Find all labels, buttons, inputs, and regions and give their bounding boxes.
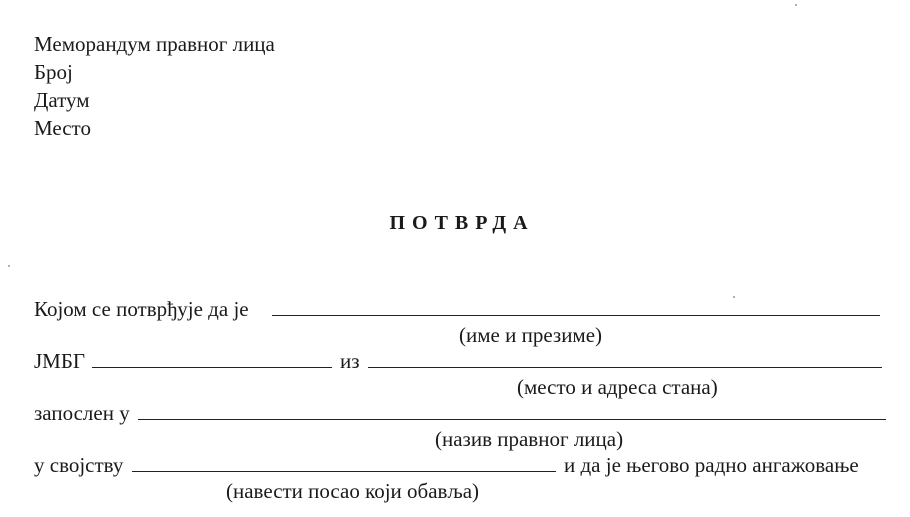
date-label: Датум <box>34 88 90 112</box>
number-label: Број <box>34 60 73 84</box>
jmbg-field-line[interactable] <box>92 367 332 368</box>
company-name-caption: (назив правног лица) <box>435 427 624 451</box>
from-label: из <box>340 349 360 373</box>
jmbg-label: ЈМБГ <box>34 349 86 373</box>
letterhead-block <box>34 30 275 142</box>
job-title-caption: (навести посао који обавља) <box>226 479 480 503</box>
scan-speck <box>733 296 735 298</box>
job-title-field-line[interactable] <box>132 471 556 472</box>
full-name-field-line[interactable] <box>272 315 880 316</box>
address-caption: (место и адреса стана) <box>517 375 718 399</box>
employed-label: запослен у <box>34 401 130 425</box>
scan-speck <box>8 265 10 267</box>
scan-speck <box>795 4 797 6</box>
place-label: Место <box>34 116 91 140</box>
document-title: ПОТВРДА <box>389 212 535 234</box>
company-name-field-line[interactable] <box>138 419 886 420</box>
memorandum-text: Меморандум правног лица <box>34 32 275 56</box>
engagement-text: и да је његово радно ангажовање <box>564 453 859 477</box>
confirmation-label: Којом се потврђује да је <box>34 297 249 321</box>
capacity-label: у својству <box>34 453 124 477</box>
address-field-line[interactable] <box>368 367 882 368</box>
full-name-caption: (име и презиме) <box>459 323 603 347</box>
